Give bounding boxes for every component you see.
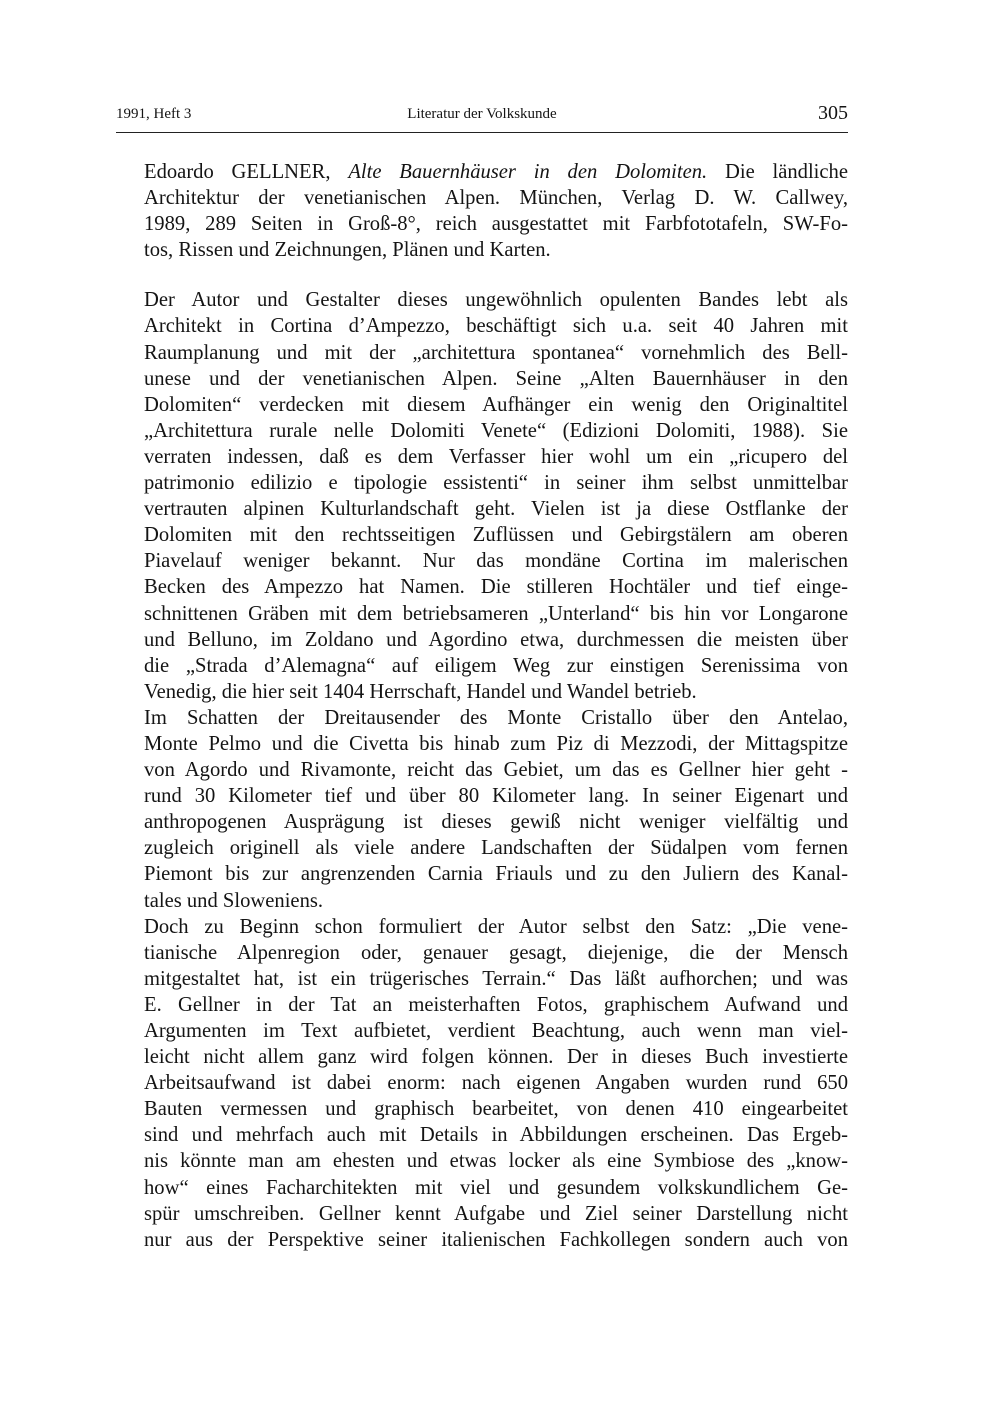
running-head: [116, 100, 848, 133]
text-line: patrimonio edilizio e tipologie essistenti“ in seiner ihm selbst unmittelbar: [144, 472, 848, 495]
paragraph-2: [116, 705, 848, 914]
text-line: Doch zu Beginn schon formuliert der Autor selbst den Satz: „Die vene-: [144, 915, 848, 938]
text-line: Arbeitsaufwand ist dabei enorm: nach eigenen Angaben wurden rund 650: [144, 1072, 848, 1095]
text-line: Argumenten im Text aufbietet, verdient Beachtung, auch wenn man viel-: [144, 1020, 848, 1042]
text-line: Dolomiten mit den rechtsseitigen Zuflüssen und Gebirgstälern am oberen: [144, 524, 848, 547]
paragraph-3: [116, 914, 848, 1253]
issue-label: 1991, Heft 3: [116, 106, 192, 122]
text-line: how“ eines Facharchitekten mit viel und gesundem volkskundlichem Ge-: [144, 1176, 848, 1199]
text-line: vertrauten alpinen Kulturlandschaft geht. Vielen ist ja diese Ostflanke der: [144, 498, 848, 521]
citation-title: Alte Bauernhäuser in den Dolomiten.: [348, 161, 708, 183]
citation-line: 1989, 289 Seiten in Groß-8°, reich ausgestattet mit Farbfototafeln, SW-Fo-: [144, 213, 848, 236]
text-line: Im Schatten der Dreitausender des Monte Cristallo über den Antelao,: [144, 706, 848, 729]
text-line: E. Gellner in der Tat an meisterhaften Fotos, graphischem Aufwand und: [144, 993, 848, 1016]
text-line: „Architettura rurale nelle Dolomiti Venete“ (Edizioni Dolomiti, 1988). Sie: [144, 419, 848, 442]
text-line: schnittenen Gräben mit dem betriebsameren „Unterland“ bis hin vor Longarone: [144, 602, 848, 625]
text-line: mitgestaltet hat, ist ein trügerisches Terrain.“ Das läßt aufhorchen; und was: [144, 967, 848, 990]
text-line: tales und Sloweniens.: [144, 889, 324, 912]
document-page: [116, 100, 848, 1253]
text-line: sind und mehrfach auch mit Details in Abbildungen erscheinen. Das Ergeb-: [144, 1124, 848, 1147]
page-number: 305: [818, 102, 848, 124]
text-line: zugleich originell als viele andere Landschaften der Südalpen vom fernen: [144, 837, 848, 860]
citation-line: Architektur der venetianischen Alpen. München, Verlag D. W. Callwey,: [144, 187, 848, 210]
text-line: nur aus der Perspektive seiner italienischen Fachkollegen sondern auch von: [144, 1228, 848, 1251]
citation-author: Edoardo GELLNER,: [144, 161, 331, 183]
text-line: verraten indessen, daß es dem Verfasser hier wohl um ein „ricupero del: [144, 445, 848, 468]
text-line: spür umschreiben. Gellner kennt Aufgabe und Ziel seiner Darstellung nicht: [144, 1202, 848, 1225]
text-line: Piemont bis zur angrenzenden Carnia Friauls und zu den Juliern des Kanal-: [144, 863, 848, 886]
text-line: Dolomiten“ verdecken mit diesem Aufhänger ein wenig den Originaltitel: [144, 393, 848, 416]
citation-line: tos, Rissen und Zeichnungen, Plänen und Karten.: [144, 239, 551, 262]
body-text: [116, 159, 848, 1253]
text-line: Der Autor und Gestalter dieses ungewöhnlich opulenten Bandes lebt als: [144, 289, 848, 312]
text-line: Raumplanung und mit der „architettura spontanea“ vornehmlich des Bell-: [144, 341, 848, 364]
text-line: leicht nicht allem ganz wird folgen können. Der in dieses Buch investierte: [144, 1046, 848, 1069]
text-line: nis könnte man am ehesten und etwas locker als eine Symbiose des „know-: [144, 1150, 848, 1173]
section-title: Literatur der Volkskunde: [407, 106, 557, 122]
text-line: rund 30 Kilometer tief und über 80 Kilometer lang. In seiner Eigenart und: [144, 785, 848, 808]
text-line: Architekt in Cortina d’Ampezzo, beschäftigt sich u.a. seit 40 Jahren mit: [144, 315, 848, 338]
text-line: Monte Pelmo und die Civetta bis hinab zum Piz di Mezzodi, der Mittagspitze: [144, 732, 848, 755]
text-line: Bauten vermessen und graphisch bearbeitet, von denen 410 eingearbeitet: [144, 1098, 848, 1121]
text-line: von Agordo und Rivamonte, reicht das Gebiet, um das es Gellner hier geht -: [144, 759, 848, 782]
text-line: anthropogenen Ausprägung ist dieses gewiß nicht weniger vielfältig und: [144, 811, 848, 834]
text-line: Becken des Ampezzo hat Namen. Die stilleren Hochtäler und tief einge-: [144, 576, 848, 599]
text-line: und Belluno, im Zoldano und Agordino etwa, durchmessen die meisten über: [144, 628, 848, 651]
citation-paragraph: [116, 159, 848, 263]
text-line: tianische Alpenregion oder, genauer gesagt, diejenige, die der Mensch: [144, 941, 848, 964]
text-line: die „Strada d’Alemagna“ auf eiligem Weg zur einstigen Serenissima von: [144, 654, 848, 677]
text-line: unese und der venetianischen Alpen. Seine „Alten Bauernhäuser in den: [144, 367, 848, 390]
citation-line: Edoardo GELLNER, Alte Bauernhäuser in den Dolomiten. Die ländliche: [144, 161, 848, 183]
paragraph-1: [116, 287, 848, 705]
text-line: Piavelauf weniger bekannt. Nur das mondäne Cortina im malerischen: [144, 550, 848, 573]
text-line: Venedig, die hier seit 1404 Herrschaft, Handel und Wandel betrieb.: [144, 680, 697, 703]
